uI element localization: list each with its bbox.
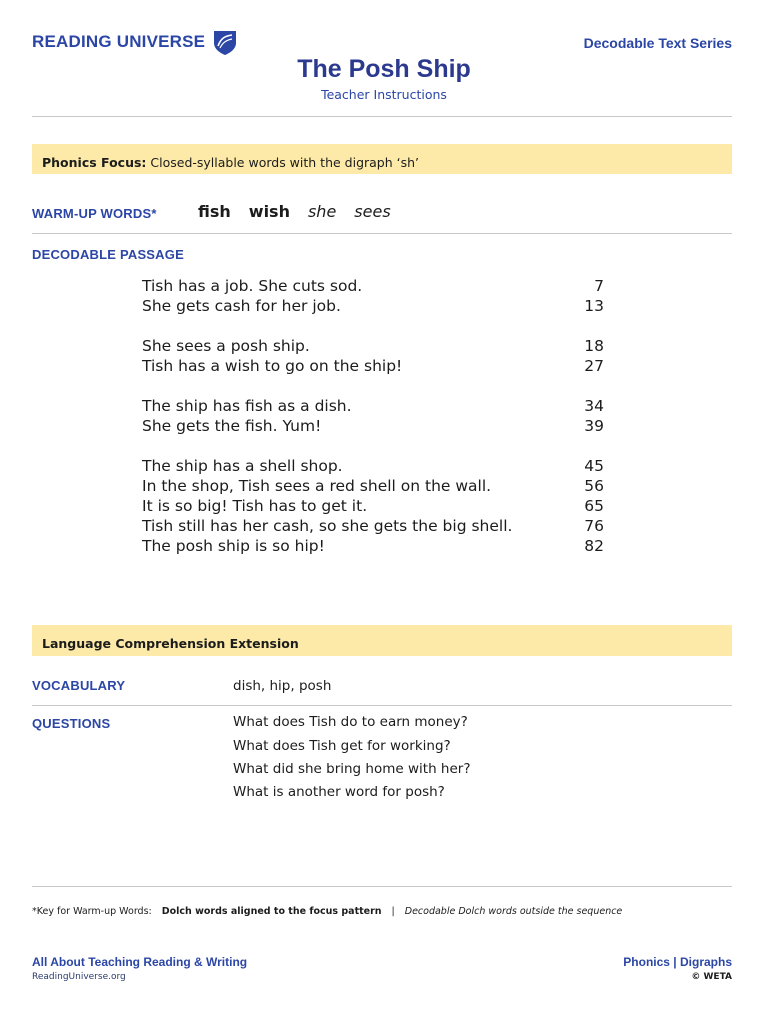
word-count: 7 [594,277,604,295]
aft-shield-icon [211,28,239,56]
reading-universe-logo [32,26,239,58]
footnote-divider [32,886,732,887]
phonics-focus-text: Closed-syllable words with the digraph ‘sh’ [150,155,420,170]
footer-left-title: All About Teaching Reading & Writing [32,955,248,969]
warm-up-label: WARM-UP WORDS* [32,206,157,221]
word-count: 65 [584,497,604,515]
word-count: 76 [584,517,604,535]
word-count: 56 [584,477,604,495]
footer-url: ReadingUniverse.org [32,972,126,982]
question-item: What is another word for posh? [233,784,445,800]
word-count: 39 [584,417,604,435]
series-label: Decodable Text Series [583,35,732,51]
question-item: What does Tish get for working? [233,738,451,754]
key-bold-text: Dolch words aligned to the focus pattern [161,906,382,917]
page-title: The Posh Ship [297,55,471,83]
passage-line: The ship has fish as a dish. 34 [142,397,604,415]
key-prefix: *Key for Warm-up Words: [32,906,152,917]
warm-up-key-footnote [32,906,622,917]
warm-up-word: wish [248,202,290,221]
question-item: What did she bring home with her? [233,761,471,777]
phonics-focus-band [32,144,732,174]
warm-up-word: sees [354,202,391,221]
logo-text: READING UNIVERSE [32,32,206,51]
passage-line: Tish has a wish to go on the ship! 27 [142,357,604,375]
word-count: 18 [584,337,604,355]
footer-copyright: © WETA [691,972,732,982]
passage-line: The posh ship is so hip! 82 [142,537,604,555]
page-subtitle: Teacher Instructions [321,87,447,102]
passage-line: She sees a posh ship. 18 [142,337,604,355]
passage-label: DECODABLE PASSAGE [32,247,184,262]
phonics-focus-label: Phonics Focus: [42,155,147,170]
vocabulary-divider [32,705,732,706]
passage-line: Tish has a job. She cuts sod. 7 [142,277,604,295]
extension-band [32,625,732,656]
key-separator: | [391,906,395,917]
warm-up-word: fish [198,202,231,221]
passage-line: The ship has a shell shop. 45 [142,457,604,475]
passage-line: In the shop, Tish sees a red shell on the wall. 56 [142,477,604,495]
extension-label: Language Comprehension Extension [42,636,299,651]
passage-line: She gets cash for her job. 13 [142,297,604,315]
header-divider [32,116,732,117]
passage-line: She gets the fish. Yum! 39 [142,417,604,435]
questions-label: QUESTIONS [32,716,111,731]
word-count: 13 [584,297,604,315]
word-count: 82 [584,537,604,555]
question-item: What does Tish do to earn money? [233,714,468,730]
word-count: 34 [584,397,604,415]
key-italic-text: Decodable Dolch words outside the sequence [404,906,623,917]
footer-right-title: Phonics | Digraphs [623,955,732,969]
warm-up-divider [32,233,732,234]
word-count: 45 [584,457,604,475]
vocabulary-label: VOCABULARY [32,678,126,693]
passage-line: It is so big! Tish has to get it. 65 [142,497,604,515]
vocabulary-value: dish, hip, posh [233,678,332,694]
word-count: 27 [584,357,604,375]
warm-up-words [198,202,391,221]
warm-up-word: she [307,202,337,221]
passage-line: Tish still has her cash, so she gets the big shell. 76 [142,517,604,535]
